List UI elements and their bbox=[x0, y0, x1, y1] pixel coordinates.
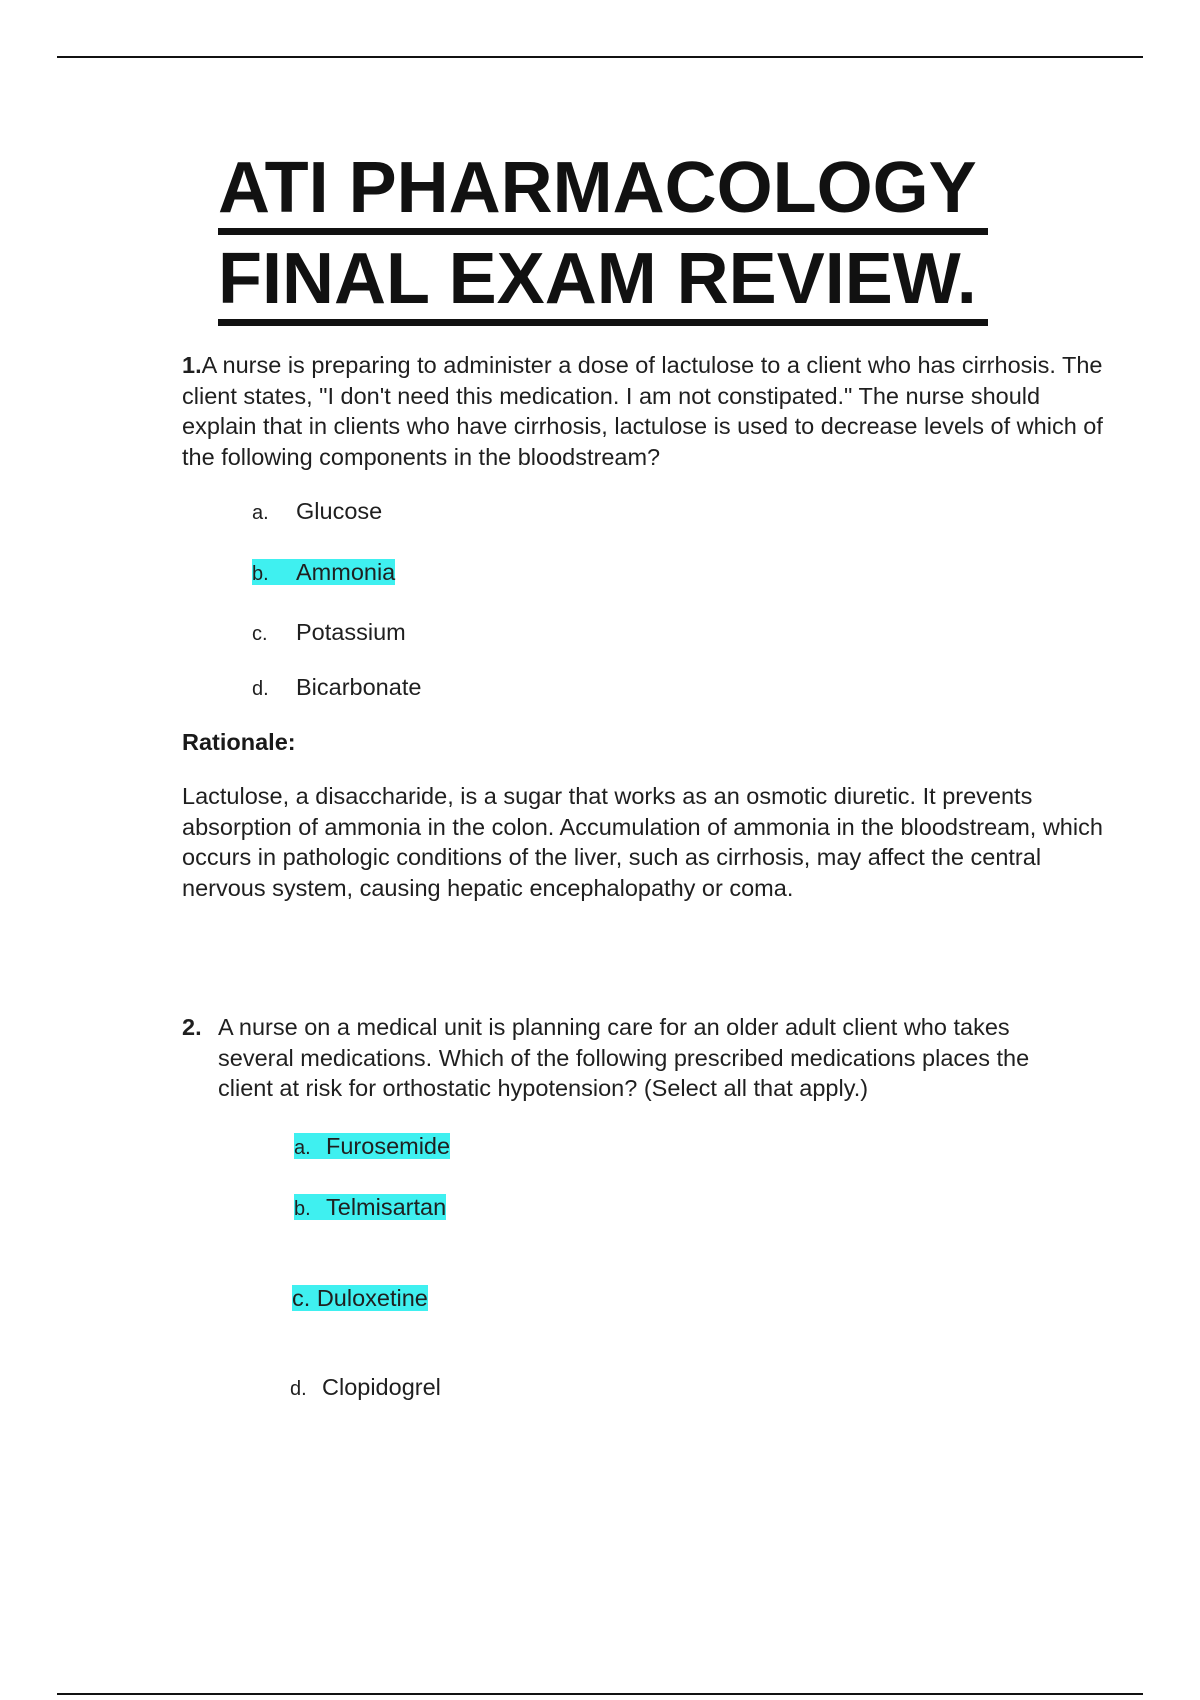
answer-highlight bbox=[252, 559, 395, 585]
option-text: Furosemide bbox=[326, 1133, 451, 1159]
q1-option-b bbox=[252, 557, 395, 589]
option-text: Telmisartan bbox=[326, 1194, 447, 1220]
question-2-number: 2. bbox=[182, 1014, 202, 1040]
option-letter: c. bbox=[252, 623, 268, 645]
option-letter: b. bbox=[294, 1198, 311, 1220]
option-letter: d. bbox=[252, 678, 269, 700]
option-text: Glucose bbox=[296, 498, 383, 524]
answer-highlight bbox=[294, 1194, 446, 1220]
question-1 bbox=[182, 350, 1112, 472]
option-text: Ammonia bbox=[296, 559, 396, 585]
q2-option-d bbox=[290, 1372, 441, 1404]
rationale-heading: Rationale: bbox=[182, 729, 296, 755]
bottom-rule bbox=[57, 1693, 1143, 1695]
q2-option-a bbox=[294, 1131, 450, 1163]
page-title bbox=[218, 148, 998, 330]
q1-option-a bbox=[252, 496, 382, 528]
option-text: Clopidogrel bbox=[322, 1374, 441, 1400]
option-letter: a. bbox=[294, 1137, 311, 1159]
option-text: Potassium bbox=[296, 619, 406, 645]
q1-option-d bbox=[252, 672, 421, 704]
rationale-text: Lactulose, a disaccharide, is a sugar that works as an osmotic diuretic. It prevents absorption of ammonia in the colon. Accumulation of ammonia in the bloodstream, which occurs in pathologic conditions of the liver, such as cirrhosis, may affect the central nervous system, causing hepatic encephalopathy or coma. bbox=[182, 783, 1103, 901]
option-text: Bicarbonate bbox=[296, 674, 422, 700]
question-1-text: A nurse is preparing to administer a dose of lactulose to a client who has cirrhosis. The client states, "I don't need this medication. I am not constipated." The nurse should explain that in clients who have cirrhosis, lactulose is used to decrease levels of which of the following components in the bloodstream? bbox=[182, 352, 1103, 470]
title-line-1: ATI PHARMACOLOGY bbox=[218, 148, 988, 235]
option-letter: c. bbox=[292, 1285, 311, 1311]
option-letter: d. bbox=[290, 1378, 307, 1400]
question-1-number: 1. bbox=[182, 352, 202, 378]
option-text: Duloxetine bbox=[316, 1285, 428, 1311]
answer-highlight bbox=[294, 1133, 450, 1159]
question-2 bbox=[182, 1012, 1082, 1104]
top-rule bbox=[57, 56, 1143, 58]
question-2-text: A nurse on a medical unit is planning care for an older adult client who takes several medications. Which of the following prescribed medications places the client at risk for orthostatic hypotension? (Select all that apply.) bbox=[218, 1014, 1030, 1101]
option-letter: b. bbox=[252, 563, 269, 585]
q2-option-b bbox=[294, 1192, 446, 1224]
title-line-2: FINAL EXAM REVIEW. bbox=[218, 239, 988, 326]
option-letter: a. bbox=[252, 502, 269, 524]
q2-option-c bbox=[292, 1283, 428, 1313]
q1-option-c bbox=[252, 617, 406, 649]
answer-highlight bbox=[292, 1285, 428, 1311]
